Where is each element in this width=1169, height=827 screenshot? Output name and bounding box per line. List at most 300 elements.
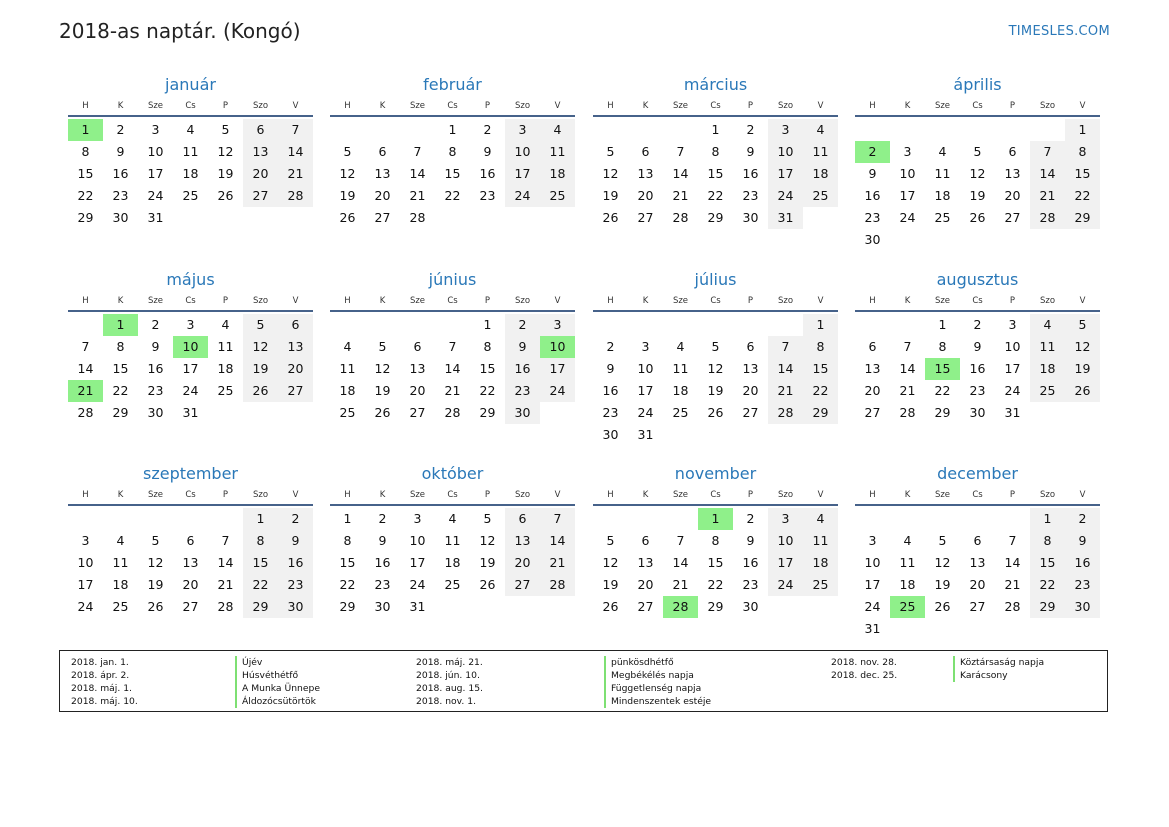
day-cell: 7	[1008, 533, 1017, 548]
day-cell: 4	[903, 533, 912, 548]
day-cell: 3	[151, 122, 160, 137]
day-cell: 17	[505, 163, 540, 185]
day-cell: 4	[938, 144, 947, 159]
weekday-label: H	[82, 296, 89, 306]
day-cell: 15	[339, 555, 356, 570]
day-empty	[628, 508, 663, 530]
day-cell: 24	[768, 185, 803, 207]
weekday-label: V	[554, 101, 561, 111]
day-cell: 17	[768, 163, 803, 185]
weekday-header	[330, 292, 575, 312]
day-cell: 21	[672, 188, 689, 203]
day-cell: 18	[339, 383, 356, 398]
day-cell: 26	[969, 210, 986, 225]
day-empty	[435, 314, 470, 336]
weekday-label: Szo	[777, 296, 794, 306]
day-cell: 21	[1004, 577, 1021, 592]
weekday-label: Sze	[409, 296, 426, 306]
day-cell: 24	[409, 577, 426, 592]
day-cell: 22	[444, 188, 461, 203]
day-cell: 16	[374, 555, 391, 570]
weekday-label: Szo	[252, 101, 269, 111]
weekday-label: K	[904, 101, 911, 111]
day-cell: 20	[1004, 188, 1021, 203]
day-cell: 26	[217, 188, 234, 203]
weekday-label: P	[222, 490, 229, 500]
day-cell: 24	[768, 574, 803, 596]
month-12	[855, 462, 1100, 640]
weekday-label: H	[344, 101, 351, 111]
day-cell: 3	[186, 317, 195, 332]
day-cell: 8	[938, 339, 947, 354]
day-cell: 7	[540, 508, 575, 530]
day-grid	[330, 117, 575, 229]
day-cell: 6	[186, 533, 195, 548]
day-cell: 25	[444, 577, 461, 592]
day-cell: 26	[243, 380, 278, 402]
day-cell: 22	[803, 380, 838, 402]
day-cell: 28	[444, 405, 461, 420]
day-cell: 27	[505, 574, 540, 596]
day-cell: 31	[182, 405, 199, 420]
day-cell: 9	[151, 339, 160, 354]
day-cell: 17	[768, 552, 803, 574]
month-name: augusztus	[936, 270, 1019, 289]
day-cell: 29	[803, 402, 838, 424]
weekday-label: K	[379, 296, 386, 306]
day-cell: 1	[1030, 508, 1065, 530]
day-grid	[68, 506, 313, 618]
day-empty	[663, 314, 698, 336]
weekday-label: Szo	[514, 101, 531, 111]
day-cell: 25	[934, 210, 951, 225]
day-cell: 29	[707, 599, 724, 614]
day-cell: 21	[409, 188, 426, 203]
day-cell: 26	[602, 599, 619, 614]
day-cell: 6	[378, 144, 387, 159]
day-cell: 1	[711, 122, 720, 137]
day-empty	[768, 314, 803, 336]
day-cell: 31	[1004, 405, 1021, 420]
day-empty	[365, 314, 400, 336]
day-cell: 24	[1004, 383, 1021, 398]
day-cell: 5	[1065, 314, 1100, 336]
month-name: március	[683, 75, 748, 94]
day-cell: 19	[374, 383, 391, 398]
day-cell: 4	[676, 339, 685, 354]
day-cell: 10	[77, 555, 94, 570]
day-empty	[960, 119, 995, 141]
day-empty	[925, 508, 960, 530]
weekday-label: Szo	[777, 101, 794, 111]
day-cell: 12	[339, 166, 356, 181]
weekday-label: P	[747, 296, 754, 306]
day-cell: 17	[637, 383, 654, 398]
holiday-name: Húsvéthétfő	[235, 669, 320, 682]
day-cell: 19	[602, 188, 619, 203]
day-cell: 13	[243, 141, 278, 163]
weekday-label: Cs	[972, 296, 983, 306]
day-cell: 23	[1065, 574, 1100, 596]
weekday-header	[593, 486, 838, 506]
day-grid	[855, 117, 1100, 251]
day-cell: 7	[903, 339, 912, 354]
day-cell: 7	[413, 144, 422, 159]
day-cell: 16	[112, 166, 129, 181]
month-2	[330, 73, 575, 229]
weekday-label: V	[817, 490, 824, 500]
month-11	[593, 462, 838, 618]
weekday-label: K	[379, 490, 386, 500]
day-cell: 30	[864, 232, 881, 247]
month-10	[330, 462, 575, 618]
day-cell: 14	[217, 555, 234, 570]
weekday-label: Sze	[934, 101, 951, 111]
day-empty	[593, 314, 628, 336]
day-cell: 30	[742, 599, 759, 614]
day-cell: 7	[278, 119, 313, 141]
day-cell-holiday: 15	[925, 358, 960, 380]
weekday-label: Sze	[672, 490, 689, 500]
weekday-label: V	[292, 101, 299, 111]
day-cell: 12	[969, 166, 986, 181]
day-cell: 12	[147, 555, 164, 570]
day-cell: 25	[112, 599, 129, 614]
day-cell: 23	[742, 577, 759, 592]
day-cell: 18	[672, 383, 689, 398]
day-cell-holiday: 1	[698, 508, 733, 530]
day-cell: 24	[899, 210, 916, 225]
day-cell: 9	[868, 166, 877, 181]
day-empty	[68, 508, 103, 530]
day-empty	[995, 508, 1030, 530]
day-empty	[365, 119, 400, 141]
day-cell: 4	[116, 533, 125, 548]
legend-names	[604, 656, 711, 708]
day-cell: 9	[1065, 530, 1100, 552]
day-cell: 4	[221, 317, 230, 332]
day-cell: 14	[672, 166, 689, 181]
day-cell: 12	[707, 361, 724, 376]
month-7	[593, 268, 838, 446]
day-cell: 7	[81, 339, 90, 354]
day-grid	[330, 312, 575, 424]
day-cell: 10	[1004, 339, 1021, 354]
day-cell: 5	[343, 144, 352, 159]
day-cell: 16	[864, 188, 881, 203]
day-cell: 15	[707, 166, 724, 181]
day-cell: 2	[483, 122, 492, 137]
day-cell: 21	[899, 383, 916, 398]
weekday-label: Cs	[447, 296, 458, 306]
weekday-label: V	[1079, 101, 1086, 111]
day-cell: 4	[448, 511, 457, 526]
day-cell: 4	[803, 119, 838, 141]
weekday-label: V	[817, 101, 824, 111]
holiday-date: 2018. nov. 28.	[831, 657, 897, 668]
weekday-label: Cs	[185, 296, 196, 306]
day-cell: 28	[768, 402, 803, 424]
day-cell: 5	[606, 533, 615, 548]
day-cell-holiday: 10	[173, 336, 208, 358]
day-cell: 13	[637, 555, 654, 570]
day-cell: 14	[77, 361, 94, 376]
day-cell: 25	[339, 405, 356, 420]
day-cell: 14	[899, 361, 916, 376]
month-1	[68, 73, 313, 229]
day-empty	[855, 508, 890, 530]
day-cell: 28	[899, 405, 916, 420]
day-cell: 20	[278, 358, 313, 380]
day-cell: 18	[217, 361, 234, 376]
day-empty	[138, 508, 173, 530]
day-cell: 7	[768, 336, 803, 358]
day-cell: 9	[278, 530, 313, 552]
weekday-label: H	[82, 490, 89, 500]
day-cell: 18	[1030, 358, 1065, 380]
day-cell: 31	[147, 210, 164, 225]
day-cell: 14	[278, 141, 313, 163]
day-cell: 6	[868, 339, 877, 354]
site-link[interactable]: TIMESLES.COM	[1008, 24, 1110, 39]
day-cell: 20	[742, 383, 759, 398]
day-grid	[593, 506, 838, 618]
month-8	[855, 268, 1100, 424]
day-cell: 17	[540, 358, 575, 380]
day-cell: 18	[899, 577, 916, 592]
day-cell: 20	[409, 383, 426, 398]
day-cell: 19	[969, 188, 986, 203]
weekday-label: Cs	[972, 101, 983, 111]
weekday-label: V	[292, 490, 299, 500]
month-name: október	[421, 464, 484, 483]
day-cell: 13	[278, 336, 313, 358]
day-cell: 20	[637, 188, 654, 203]
day-cell: 2	[606, 339, 615, 354]
day-cell: 24	[864, 599, 881, 614]
day-cell: 27	[374, 210, 391, 225]
day-cell: 15	[243, 552, 278, 574]
day-cell: 11	[444, 533, 461, 548]
day-cell: 12	[1065, 336, 1100, 358]
weekday-label: P	[484, 101, 491, 111]
day-cell: 31	[637, 427, 654, 442]
day-cell: 16	[602, 383, 619, 398]
day-cell: 9	[746, 144, 755, 159]
day-cell: 2	[378, 511, 387, 526]
day-cell: 14	[444, 361, 461, 376]
day-cell: 1	[243, 508, 278, 530]
weekday-label: P	[747, 490, 754, 500]
day-cell: 15	[112, 361, 129, 376]
day-cell: 8	[343, 533, 352, 548]
day-cell: 28	[1030, 207, 1065, 229]
holiday-date: 2018. jún. 10.	[416, 670, 480, 681]
day-cell: 24	[540, 380, 575, 402]
day-empty	[663, 119, 698, 141]
weekday-label: P	[1009, 101, 1016, 111]
day-cell: 14	[1030, 163, 1065, 185]
day-cell: 23	[742, 188, 759, 203]
day-cell: 13	[505, 530, 540, 552]
day-cell: 11	[934, 166, 951, 181]
day-grid	[593, 117, 838, 229]
day-grid	[855, 506, 1100, 640]
weekday-label: H	[344, 490, 351, 500]
day-cell: 27	[1004, 210, 1021, 225]
day-cell: 19	[1065, 358, 1100, 380]
day-cell: 20	[864, 383, 881, 398]
weekday-label: V	[817, 296, 824, 306]
day-cell: 24	[505, 185, 540, 207]
weekday-label: Szo	[514, 490, 531, 500]
day-cell: 5	[151, 533, 160, 548]
day-empty	[208, 508, 243, 530]
legend-dates	[71, 656, 138, 708]
day-cell: 27	[409, 405, 426, 420]
day-cell: 17	[864, 577, 881, 592]
day-cell: 19	[339, 188, 356, 203]
day-empty	[330, 119, 365, 141]
day-cell: 16	[969, 361, 986, 376]
day-cell: 16	[479, 166, 496, 181]
day-cell: 21	[1030, 185, 1065, 207]
day-cell: 19	[217, 166, 234, 181]
day-cell: 11	[803, 530, 838, 552]
day-cell: 30	[505, 402, 540, 424]
day-cell: 25	[803, 185, 838, 207]
day-cell: 28	[672, 210, 689, 225]
holiday-date: 2018. aug. 15.	[416, 683, 483, 694]
day-cell: 12	[374, 361, 391, 376]
day-cell: 1	[483, 317, 492, 332]
day-empty	[330, 314, 365, 336]
weekday-header	[593, 292, 838, 312]
weekday-header	[593, 97, 838, 117]
day-cell: 21	[217, 577, 234, 592]
day-cell: 12	[243, 336, 278, 358]
day-cell: 29	[243, 596, 278, 618]
day-cell: 2	[973, 317, 982, 332]
weekday-label: Sze	[147, 101, 164, 111]
day-cell: 23	[479, 188, 496, 203]
day-cell: 30	[1065, 596, 1100, 618]
day-cell: 10	[864, 555, 881, 570]
day-cell: 11	[217, 339, 234, 354]
day-cell: 14	[409, 166, 426, 181]
legend-names	[953, 656, 1044, 682]
day-cell: 27	[243, 185, 278, 207]
legend-names	[235, 656, 320, 708]
day-cell: 30	[374, 599, 391, 614]
day-cell: 30	[969, 405, 986, 420]
day-cell: 23	[112, 188, 129, 203]
day-cell: 15	[1065, 163, 1100, 185]
day-cell: 1	[938, 317, 947, 332]
day-cell: 22	[243, 574, 278, 596]
weekday-label: P	[747, 101, 754, 111]
day-cell: 22	[1065, 185, 1100, 207]
weekday-label: P	[1009, 296, 1016, 306]
weekday-label: V	[292, 296, 299, 306]
day-cell: 4	[343, 339, 352, 354]
holiday-legend	[59, 650, 1108, 712]
month-9	[68, 462, 313, 618]
weekday-label: K	[117, 296, 124, 306]
holiday-name: Újév	[235, 656, 320, 669]
day-cell: 30	[278, 596, 313, 618]
day-cell: 20	[374, 188, 391, 203]
day-cell: 8	[81, 144, 90, 159]
weekday-label: P	[222, 101, 229, 111]
holiday-name: pünkösdhétfő	[604, 656, 711, 669]
day-cell: 10	[768, 141, 803, 163]
day-cell: 1	[343, 511, 352, 526]
weekday-label: Szo	[1039, 296, 1056, 306]
day-grid	[68, 117, 313, 229]
weekday-header	[68, 486, 313, 506]
month-name: december	[937, 464, 1018, 483]
day-cell: 27	[637, 210, 654, 225]
day-cell: 23	[374, 577, 391, 592]
day-cell: 2	[746, 511, 755, 526]
holiday-name: Köztársaság napja	[953, 656, 1044, 669]
day-cell: 5	[243, 314, 278, 336]
day-cell: 8	[483, 339, 492, 354]
day-cell: 25	[803, 574, 838, 596]
day-cell: 23	[278, 574, 313, 596]
weekday-label: P	[484, 490, 491, 500]
day-cell: 17	[147, 166, 164, 181]
holiday-date: 2018. dec. 25.	[831, 670, 898, 681]
legend-dates	[416, 656, 483, 708]
day-cell: 6	[505, 508, 540, 530]
day-cell: 23	[602, 405, 619, 420]
day-empty	[628, 119, 663, 141]
day-cell: 15	[77, 166, 94, 181]
weekday-label: P	[484, 296, 491, 306]
day-empty	[628, 314, 663, 336]
day-cell: 3	[868, 533, 877, 548]
day-cell: 4	[540, 119, 575, 141]
weekday-label: V	[554, 296, 561, 306]
day-cell: 9	[505, 336, 540, 358]
weekday-label: P	[1009, 490, 1016, 500]
day-grid	[593, 312, 838, 446]
day-cell: 29	[339, 599, 356, 614]
day-cell: 31	[864, 621, 881, 636]
day-cell: 11	[803, 141, 838, 163]
month-4	[855, 73, 1100, 251]
weekday-label: Sze	[934, 490, 951, 500]
day-cell: 16	[1065, 552, 1100, 574]
holiday-name: Függetlenség napja	[604, 682, 711, 695]
day-cell: 16	[742, 555, 759, 570]
holiday-name: Karácsony	[953, 669, 1044, 682]
day-cell: 13	[409, 361, 426, 376]
day-cell: 26	[934, 599, 951, 614]
day-cell: 13	[969, 555, 986, 570]
day-cell: 30	[602, 427, 619, 442]
weekday-label: K	[642, 490, 649, 500]
holiday-date: 2018. jan. 1.	[71, 657, 129, 668]
day-cell: 20	[505, 552, 540, 574]
day-cell: 11	[1030, 336, 1065, 358]
day-cell: 12	[217, 144, 234, 159]
day-cell: 9	[973, 339, 982, 354]
weekday-label: Cs	[447, 101, 458, 111]
day-cell: 8	[1030, 530, 1065, 552]
